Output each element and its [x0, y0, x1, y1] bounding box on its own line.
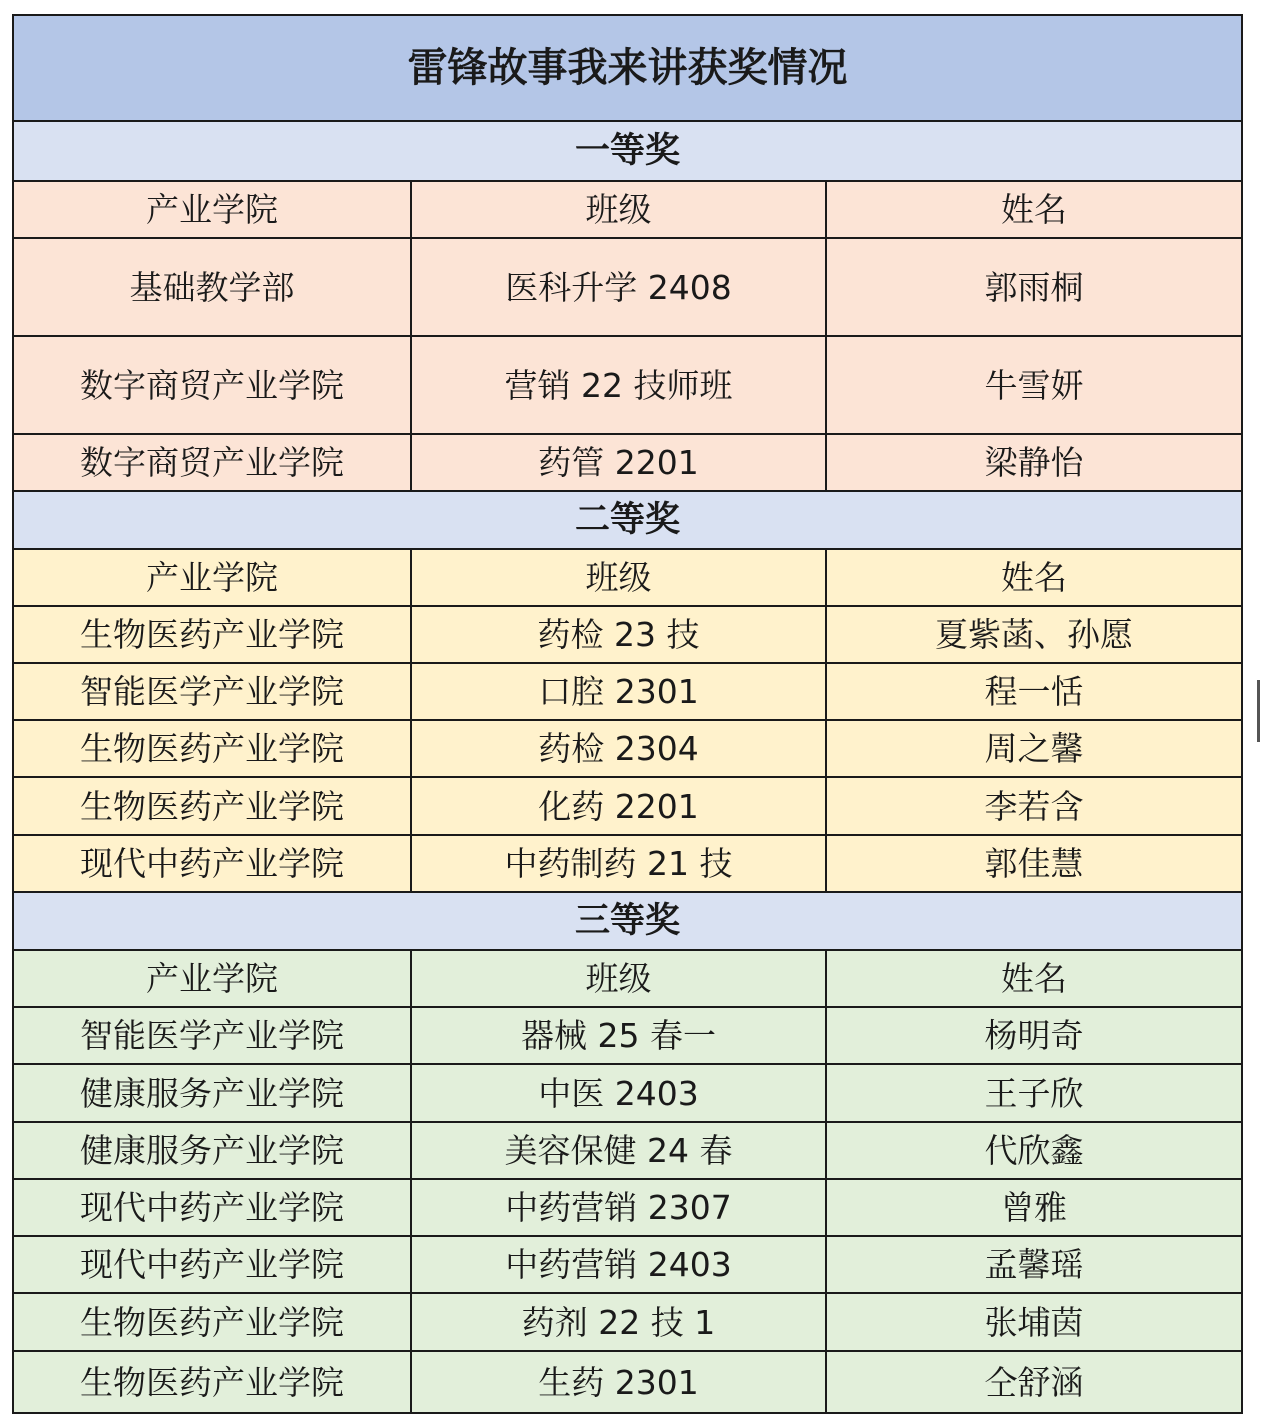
- table-row: [13, 606, 1242, 663]
- cell-name: 王子欣: [826, 1064, 1242, 1122]
- cell-class: 器械 25 春一: [411, 1007, 826, 1064]
- cell-college: 生物医药产业学院: [13, 1293, 411, 1351]
- header-name: 姓名: [826, 950, 1242, 1007]
- table-row: [13, 434, 1242, 491]
- cell-name: 郭佳慧: [826, 835, 1242, 892]
- cell-name: 梁静怡: [826, 434, 1242, 491]
- header-name: 姓名: [826, 549, 1242, 606]
- cell-college: 生物医药产业学院: [13, 1351, 411, 1413]
- cell-college: 健康服务产业学院: [13, 1122, 411, 1179]
- tier-row: [13, 892, 1242, 950]
- table-row: [13, 336, 1242, 434]
- scroll-edge-marker: [1257, 680, 1260, 742]
- cell-name: 张埔茵: [826, 1293, 1242, 1351]
- cell-college: 生物医药产业学院: [13, 777, 411, 835]
- table-row: [13, 1293, 1242, 1351]
- tier-row: [13, 491, 1242, 549]
- table-row: [13, 1351, 1242, 1413]
- table-row: [13, 720, 1242, 777]
- table-row: [13, 1007, 1242, 1064]
- cell-college: 现代中药产业学院: [13, 835, 411, 892]
- header-row: [13, 549, 1242, 606]
- cell-class: 医科升学 2408: [411, 238, 826, 336]
- cell-class: 中药营销 2403: [411, 1236, 826, 1293]
- cell-class: 化药 2201: [411, 777, 826, 835]
- cell-name: 牛雪妍: [826, 336, 1242, 434]
- header-college: 产业学院: [13, 950, 411, 1007]
- cell-name: 郭雨桐: [826, 238, 1242, 336]
- cell-name: 代欣鑫: [826, 1122, 1242, 1179]
- cell-name: 孟馨瑶: [826, 1236, 1242, 1293]
- cell-class: 中药制药 21 技: [411, 835, 826, 892]
- cell-name: 程一恬: [826, 663, 1242, 720]
- header-college: 产业学院: [13, 181, 411, 238]
- cell-college: 生物医药产业学院: [13, 720, 411, 777]
- header-name: 姓名: [826, 181, 1242, 238]
- award-table: [12, 14, 1243, 1414]
- cell-college: 现代中药产业学院: [13, 1236, 411, 1293]
- cell-class: 药检 23 技: [411, 606, 826, 663]
- cell-college: 智能医学产业学院: [13, 1007, 411, 1064]
- tier-row: [13, 121, 1242, 181]
- table-row: [13, 1179, 1242, 1236]
- header-class: 班级: [411, 181, 826, 238]
- cell-name: 仝舒涵: [826, 1351, 1242, 1413]
- table-row: [13, 238, 1242, 336]
- tier-label: 一等奖: [13, 121, 1242, 181]
- cell-college: 智能医学产业学院: [13, 663, 411, 720]
- cell-class: 药剂 22 技 1: [411, 1293, 826, 1351]
- cell-class: 中药营销 2307: [411, 1179, 826, 1236]
- header-row: [13, 181, 1242, 238]
- table-row: [13, 1236, 1242, 1293]
- header-row: [13, 950, 1242, 1007]
- cell-college: 基础教学部: [13, 238, 411, 336]
- cell-name: 周之馨: [826, 720, 1242, 777]
- cell-college: 数字商贸产业学院: [13, 336, 411, 434]
- cell-name: 李若含: [826, 777, 1242, 835]
- cell-college: 生物医药产业学院: [13, 606, 411, 663]
- cell-class: 药检 2304: [411, 720, 826, 777]
- cell-college: 现代中药产业学院: [13, 1179, 411, 1236]
- cell-class: 口腔 2301: [411, 663, 826, 720]
- cell-class: 生药 2301: [411, 1351, 826, 1413]
- cell-college: 健康服务产业学院: [13, 1064, 411, 1122]
- cell-college: 数字商贸产业学院: [13, 434, 411, 491]
- cell-name: 夏紫菡、孙愿: [826, 606, 1242, 663]
- table-row: [13, 835, 1242, 892]
- cell-name: 杨明奇: [826, 1007, 1242, 1064]
- tier-label: 二等奖: [13, 491, 1242, 549]
- header-class: 班级: [411, 950, 826, 1007]
- header-class: 班级: [411, 549, 826, 606]
- table-row: [13, 1064, 1242, 1122]
- table-row: [13, 1122, 1242, 1179]
- cell-class: 药管 2201: [411, 434, 826, 491]
- cell-class: 中医 2403: [411, 1064, 826, 1122]
- header-college: 产业学院: [13, 549, 411, 606]
- table-title: 雷锋故事我来讲获奖情况: [13, 15, 1242, 121]
- cell-class: 营销 22 技师班: [411, 336, 826, 434]
- cell-name: 曾雅: [826, 1179, 1242, 1236]
- cell-class: 美容保健 24 春: [411, 1122, 826, 1179]
- table-row: [13, 663, 1242, 720]
- title-row: [13, 15, 1242, 121]
- tier-label: 三等奖: [13, 892, 1242, 950]
- table-row: [13, 777, 1242, 835]
